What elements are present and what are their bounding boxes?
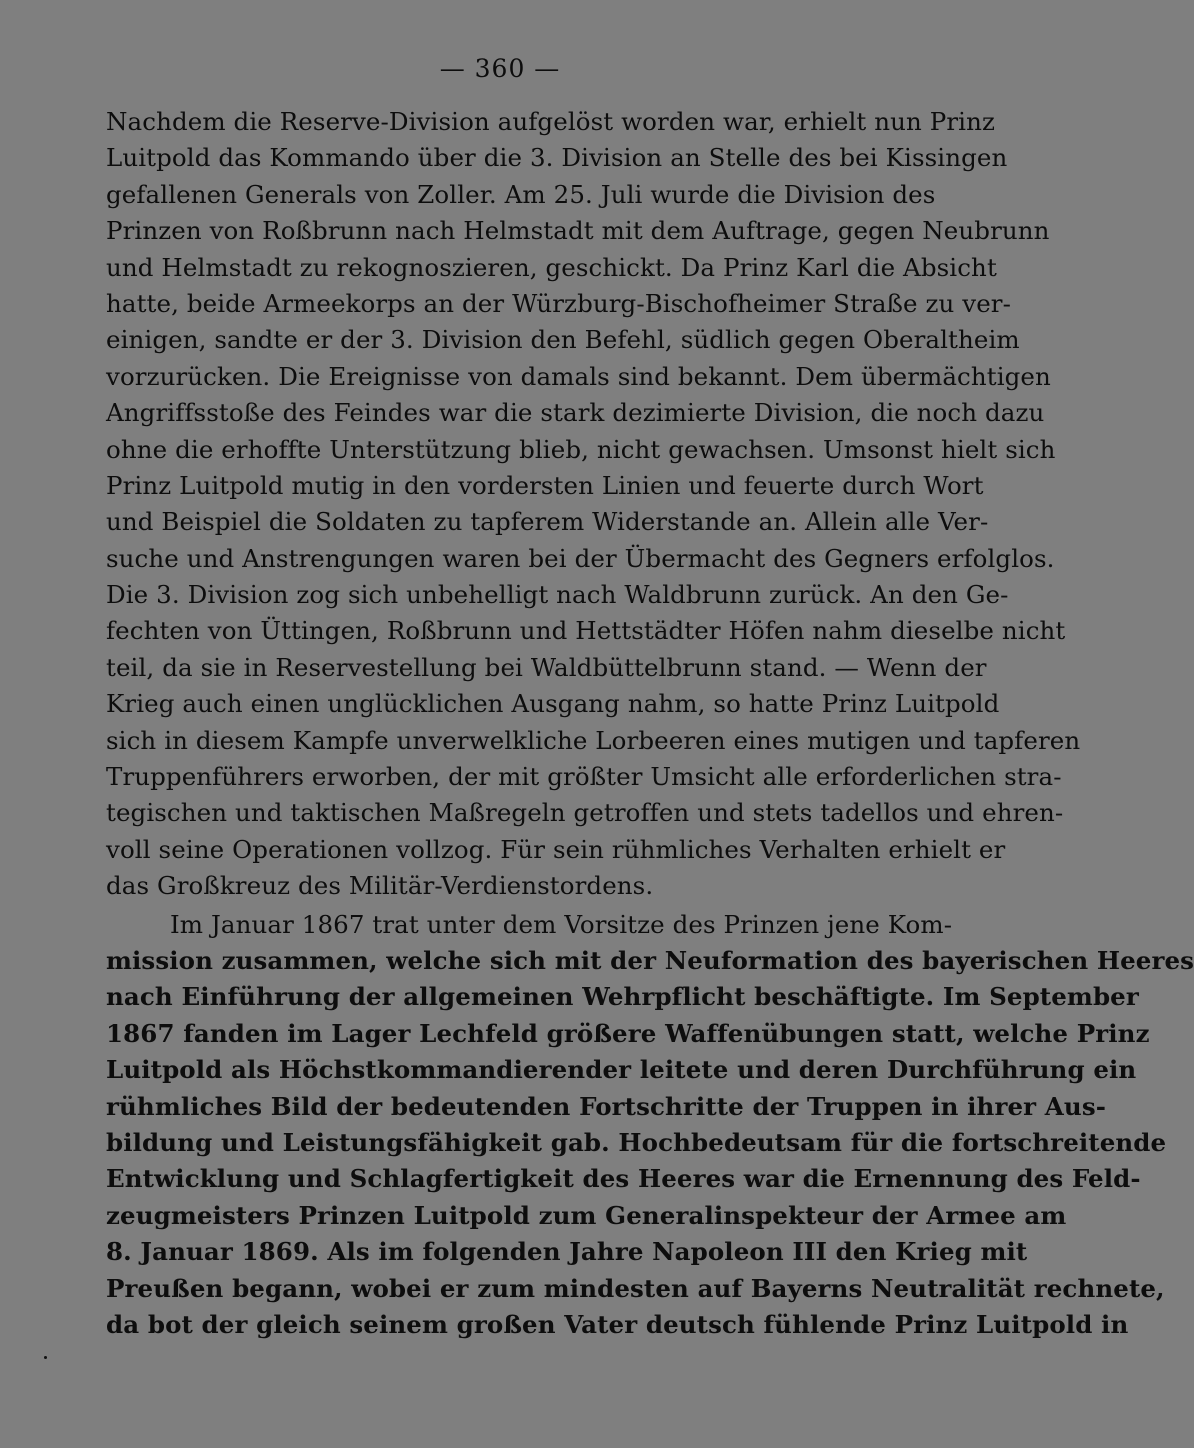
text-line: das Großkreuz des Militär-Verdienstordens. xyxy=(106,871,654,901)
text-line: bildung und Leistungsfähigkeit gab. Hochbedeutsam für die fortschreitende xyxy=(106,1127,1167,1157)
text-line: und Beispiel die Soldaten zu tapferem Widerstande an. Allein alle Ver- xyxy=(106,507,989,537)
text-line: fechten von Üttingen, Roßbrunn und Hettstädter Höfen nahm dieselbe nicht xyxy=(106,616,1066,646)
text-line: tegischen und taktischen Maßregeln getroffen und stets tadellos und ehren- xyxy=(106,798,1064,828)
text-line: 1867 fanden im Lager Lechfeld größere Waffenübungen statt, welche Prinz xyxy=(106,1018,1150,1048)
text-line: nach Einführung der allgemeinen Wehrpflicht beschäftigte. Im September xyxy=(106,982,1139,1012)
text-line: Prinzen von Roßbrunn nach Helmstadt mit dem Auftrage, gegen Neubrunn xyxy=(106,216,1050,246)
text-line: da bot der gleich seinem großen Vater deutsch fühlende Prinz Luitpold in xyxy=(106,1309,1129,1339)
text-line: Truppenführers erworben, der mit größter Umsicht alle erforderlichen stra- xyxy=(106,762,1062,792)
text-line: Luitpold als Höchstkommandierender leitete und deren Durchführung ein xyxy=(106,1055,1137,1085)
text-line: suche und Anstrengungen waren bei der Übermacht des Gegners erfolglos. xyxy=(106,543,1055,573)
text-line: Nachdem die Reserve-Division aufgelöst worden war, erhielt nun Prinz xyxy=(106,107,996,136)
scan-speck xyxy=(44,1356,47,1359)
text-line: Entwicklung und Schlagfertigkeit des Heeres war die Ernennung des Feld- xyxy=(106,1164,1141,1194)
text-line: mission zusammen, welche sich mit der Neuformation des bayerischen Heeres xyxy=(106,945,1194,975)
text-line: hatte, beide Armeekorps an der Würzburg-Bischofheimer Straße zu ver- xyxy=(106,288,1011,318)
text-line: und Helmstadt zu rekognoszieren, geschickt. Da Prinz Karl die Absicht xyxy=(106,252,997,282)
text-line: Krieg auch einen unglücklichen Ausgang nahm, so hatte Prinz Luitpold xyxy=(106,689,1000,719)
text-line: Angriffsstoße des Feindes war die stark dezimierte Division, die noch dazu xyxy=(106,398,1045,428)
text-line: sich in diesem Kampfe unverwelkliche Lorbeeren eines mutigen und tapferen xyxy=(106,725,1081,755)
text-line: zeugmeisters Prinzen Luitpold zum Generalinspekteur der Armee am xyxy=(106,1200,1067,1230)
paragraph-2 xyxy=(106,907,1194,1344)
text-line: Im Januar 1867 trat unter dem Vorsitze des Prinzen jene Kom- xyxy=(170,909,953,939)
text-line: ohne die erhoffte Unterstützung blieb, nicht gewachsen. Umsonst hielt sich xyxy=(106,434,1056,464)
text-line: Preußen begann, wobei er zum mindesten auf Bayerns Neutralität rechnete, xyxy=(106,1273,1165,1303)
text-line: Die 3. Division zog sich unbehelligt nach Waldbrunn zurück. An den Ge- xyxy=(106,580,1009,610)
text-line: einigen, sandte er der 3. Division den Befehl, südlich gegen Oberaltheim xyxy=(106,325,1020,355)
text-line: rühmliches Bild der bedeutenden Fortschritte der Truppen in ihrer Aus- xyxy=(106,1091,1106,1121)
paragraph-1 xyxy=(106,104,1081,905)
text-line: Luitpold das Kommando über die 3. Division an Stelle des bei Kissingen xyxy=(106,143,1008,173)
text-line: voll seine Operationen vollzog. Für sein rühmliches Verhalten erhielt er xyxy=(106,834,1006,864)
text-line: 8. Januar 1869. Als im folgenden Jahre Napoleon III den Krieg mit xyxy=(106,1237,1028,1267)
text-line: gefallenen Generals von Zoller. Am 25. Juli wurde die Division des xyxy=(106,179,936,209)
body-text xyxy=(106,104,1194,1343)
text-line: Prinz Luitpold mutig in den vordersten Linien und feuerte durch Wort xyxy=(106,470,984,500)
text-line: teil, da sie in Reservestellung bei Waldbüttelbrunn stand. — Wenn der xyxy=(106,652,987,682)
page-number: — 360 — xyxy=(439,54,561,83)
text-line: vorzurücken. Die Ereignisse von damals sind bekannt. Dem übermächtigen xyxy=(106,361,1051,391)
